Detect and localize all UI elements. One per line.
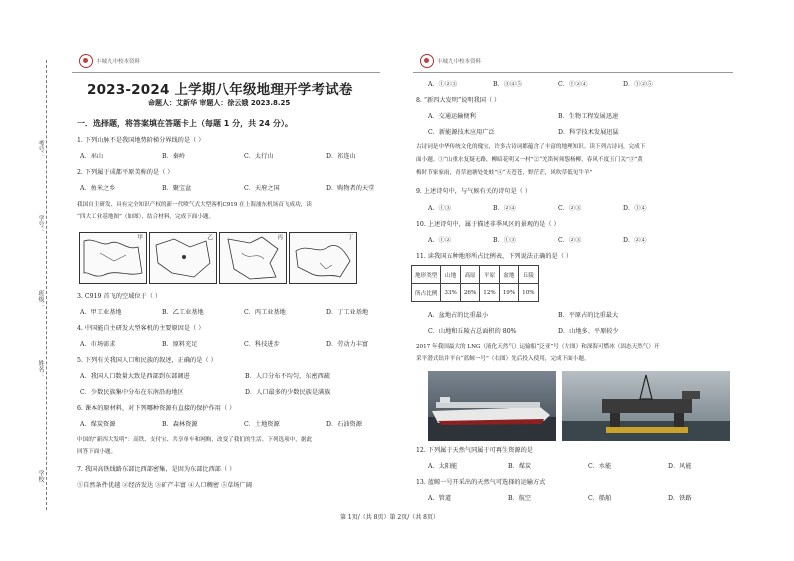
page-footer: 第 1页/（共 8页）第 2页/（共 8页） [340,514,439,521]
table-header-cell: 高原 [460,266,479,284]
q12-option[interactable]: D．风能 [668,463,692,470]
q9-stem: 9. 上述诗句中，与气候有关的诗句是（ ） [416,188,532,195]
q10-option[interactable]: D．②④ [623,237,647,244]
q6-stem: 6. 课本的原材料，对下列哪种资源有直接的保护作用（ ） [77,405,236,412]
q4-option[interactable]: C．科技进步 [244,341,280,348]
q3-options [80,309,368,317]
q10-option[interactable]: B．①③ [493,237,517,244]
table-cell: 所占比例 [412,284,441,302]
q10-option[interactable]: C．②③ [558,237,582,244]
q4-option[interactable]: B．原料充足 [162,341,198,348]
q5-stem: 5. 下列有关我国人口和民族的叙述，正确的是（ ） [77,357,217,364]
q6-option[interactable]: A．煤炭资源 [80,421,116,428]
map-label: 乙 [207,235,213,241]
q8-option[interactable]: D．科学技术发展迅猛 [558,129,619,136]
q12-options [428,463,692,471]
table-cell: 19% [499,284,518,302]
material-intro-line2: “四大工业基地图”（如图），结合材料，完成下面小题。 [77,214,215,220]
q8-option[interactable]: C．新能源技术应用广泛 [428,129,495,136]
table-cell: 12% [480,284,499,302]
q2-option[interactable]: D．购物者的天堂 [326,185,375,192]
q13-options [428,495,692,503]
q7-option[interactable]: A．①②③ [428,81,458,88]
q5-option[interactable]: A．我国人口数量大致是西部到东部调进 [80,373,190,380]
q12-stem: 12. 下列属于天然气同属于可再生资源的是 [416,447,533,454]
q11-option[interactable]: D．山地多、平原较少 [558,328,619,335]
q5-option[interactable]: B．人口分布不均匀，东密西疏 [245,373,330,380]
drilling-platform-photo [562,371,730,441]
q5-option[interactable]: C．少数民族集中分布在东南沿海地区 [80,389,184,396]
q9-option[interactable]: A．①③ [428,205,452,212]
q6-option[interactable]: C．土地资源 [244,421,280,428]
school-seal-icon [79,54,93,68]
table-header-cell: 丘陵 [519,266,538,284]
q9-option[interactable]: D．①④ [623,205,647,212]
q8-options-row1 [428,113,618,121]
q7-option[interactable]: C．①②④ [558,81,588,88]
q3-option[interactable]: C．丙工业基地 [244,309,286,316]
header-rule [413,72,733,73]
map-jia [79,232,147,284]
header-logo-text: 丰城九中校本资料 [96,59,141,65]
left-header-logo [79,54,140,68]
q1-stem: 1. 下列山脉不是我国地势阶梯分界线的是（ ） [77,137,205,144]
table-header-cell: 山地 [441,266,460,284]
q13-option[interactable]: A．管道 [428,495,452,502]
q13-stem: 13. 蓝鲸一号开采出的天然气可选择的运输方式 [416,479,546,486]
q10-option[interactable]: A．①② [428,237,452,244]
q9-options [428,205,647,213]
q2-options [80,185,374,193]
q5-options-row2 [80,389,330,397]
table-cell: 26% [460,284,479,302]
q11-option[interactable]: B．平原占的比重最大 [558,312,619,319]
q11-options-row2 [428,328,619,336]
table-cell: 33% [441,284,460,302]
page-subtitle: 命题人：艾新华 审题人：徐云娥 2023.8.25 [148,99,291,107]
lng-intro-line1: 2017 年我国最大的 LNG（液化天然气）运输船“泛亚”号（左图）和深海可燃冰（固态天然气）开 [416,344,660,350]
map-label: 丙 [277,235,283,241]
q6-option[interactable]: B．森林资源 [162,421,198,428]
q11-stem: 11. 读我国五种地形所占比例表，下列说法正确的是（ ） [416,253,573,260]
poem-intro-line3: 梅时节家家雨，青草池塘处处蛙”④“天苍苍，野茫茫，风吹草低见牛羊” [416,170,593,176]
q12-option[interactable]: C．水能 [588,463,612,470]
q8-option[interactable]: B．生物工程发展迅速 [558,113,619,120]
q8-stem: 8. “新四大发明”说明我国（ ） [416,97,501,104]
table-header-cell: 地形类型 [412,266,441,284]
map-label: 甲 [137,235,143,241]
binding-banji: 班级： [37,290,44,308]
q11-option[interactable]: C．山地和丘陵占总面积的 80% [428,328,517,335]
binding-kaohao: 考号： [37,140,44,158]
q7-option[interactable]: B．③④⑤ [493,81,523,88]
q11-option[interactable]: A．盆地占的比重最小 [428,312,489,319]
q5-option[interactable]: D．人口最多的少数民族是满族 [245,389,331,396]
q3-option[interactable]: B．乙工业基地 [162,309,204,316]
q1-option[interactable]: B．秦岭 [162,153,186,160]
section-heading: 一．选择题，将答案填在答题卡上（每题 1 分，共 24 分）。 [77,119,293,128]
landform-table [411,265,539,302]
poem-intro-line2: 面小题。①“山重水复疑无路，柳暗花明又一村”②“羌笛何须怨杨柳，春风不度玉门关”③“黄 [416,157,643,163]
q5-options-row1 [80,373,330,381]
q1-options [80,153,356,161]
q7-option[interactable]: D．①②⑤ [623,81,653,88]
q10-options [428,237,647,245]
map-bing [219,232,287,284]
q9-option[interactable]: C．②③ [558,205,582,212]
table-header-cell: 平原 [480,266,499,284]
q4-option[interactable]: D．劳动力丰富 [326,341,369,348]
q7-stem: 7. 我国高铁线路东部比西部密集，是因为东部比西部（ ） [77,466,236,473]
map-yi [149,232,217,284]
q9-option[interactable]: B．②④ [493,205,517,212]
header-rule [72,72,380,73]
table-cell: 10% [519,284,538,302]
q6-option[interactable]: D．石油资源 [326,421,362,428]
q13-option[interactable]: B．航空 [508,495,532,502]
binding-line [46,60,47,510]
binding-xuehao: 学号： [37,215,44,233]
q2-option[interactable]: A．鱼米之乡 [80,185,116,192]
table-header-cell: 盆地 [499,266,518,284]
q3-stem: 3. C919 首飞的空域位于（ ） [77,293,162,300]
poem-intro-line1: 古诗词是中华传统文化的瑰宝，许多古诗词都蕴含了丰富的地理知识。读下列古诗词，完成下 [416,144,646,150]
q8-options-row2 [428,129,619,137]
q8-option[interactable]: A．交通运输便利 [428,113,476,120]
binding-xuexiao: 学校： [37,470,44,488]
binding-xingming: 姓名： [37,360,44,378]
q12-option[interactable]: B．煤炭 [508,463,532,470]
q4-stem: 4. 中国能自主研发大型客机的主要原因是（ ） [77,325,205,332]
page-title: 2023-2024 上学期八年级地理开学考试卷 [87,82,353,98]
school-seal-icon [420,54,434,68]
q2-stem: 2. 下列属于成都平原美称的是（ ） [77,169,174,176]
q2-option[interactable]: B．聚宝盆 [162,185,192,192]
lng-intro-line2: 采平潜式钻井平台“蓝鲸一号”（右图）先后投入使用，完成下面小题。 [416,356,590,362]
q7-items: ①自然条件优越 ②经济发达 ③矿产丰富 ④人口稠密 ⑤草场广阔 [77,482,252,489]
table-row [412,284,539,302]
q3-option[interactable]: D．丁工业基地 [326,309,369,316]
right-header-logo [420,54,481,68]
map-label: 丁 [347,235,353,241]
material-dev-line1: 中国的“新四大发明”：高铁、支付宝、共享单车和网购，改变了我们的生活。下列选项中，据此 [77,437,313,443]
table-header-row [412,266,539,284]
q7-options [428,81,653,89]
q2-option[interactable]: C．天府之国 [244,185,280,192]
q4-option[interactable]: A．市场需求 [80,341,116,348]
material-intro-line1: 我国自主研发、具有完全知识产权的新一代喷气式大型客机C919 在上海浦东机场首飞成功，读 [77,202,312,208]
q1-option[interactable]: C．太行山 [244,153,274,160]
q1-option[interactable]: A．巫山 [80,153,104,160]
q13-option[interactable]: D．铁路 [668,495,692,502]
q3-option[interactable]: A．甲工业基地 [80,309,122,316]
q6-options [80,421,362,429]
map-ding [289,232,357,284]
q10-stem: 10. 上述诗句中，属于描述非季风区的景观的是（ ） [416,221,560,228]
lng-carrier-photo [428,371,556,441]
q13-option[interactable]: C．船舶 [588,495,612,502]
header-logo-text: 丰城九中校本资料 [437,59,482,65]
material-dev-line2: 回答下面小题。 [77,449,117,455]
q4-options [80,341,368,349]
q12-option[interactable]: A．太阳能 [428,463,458,470]
q1-option[interactable]: D．祁连山 [326,153,356,160]
q11-options-row1 [428,312,618,320]
